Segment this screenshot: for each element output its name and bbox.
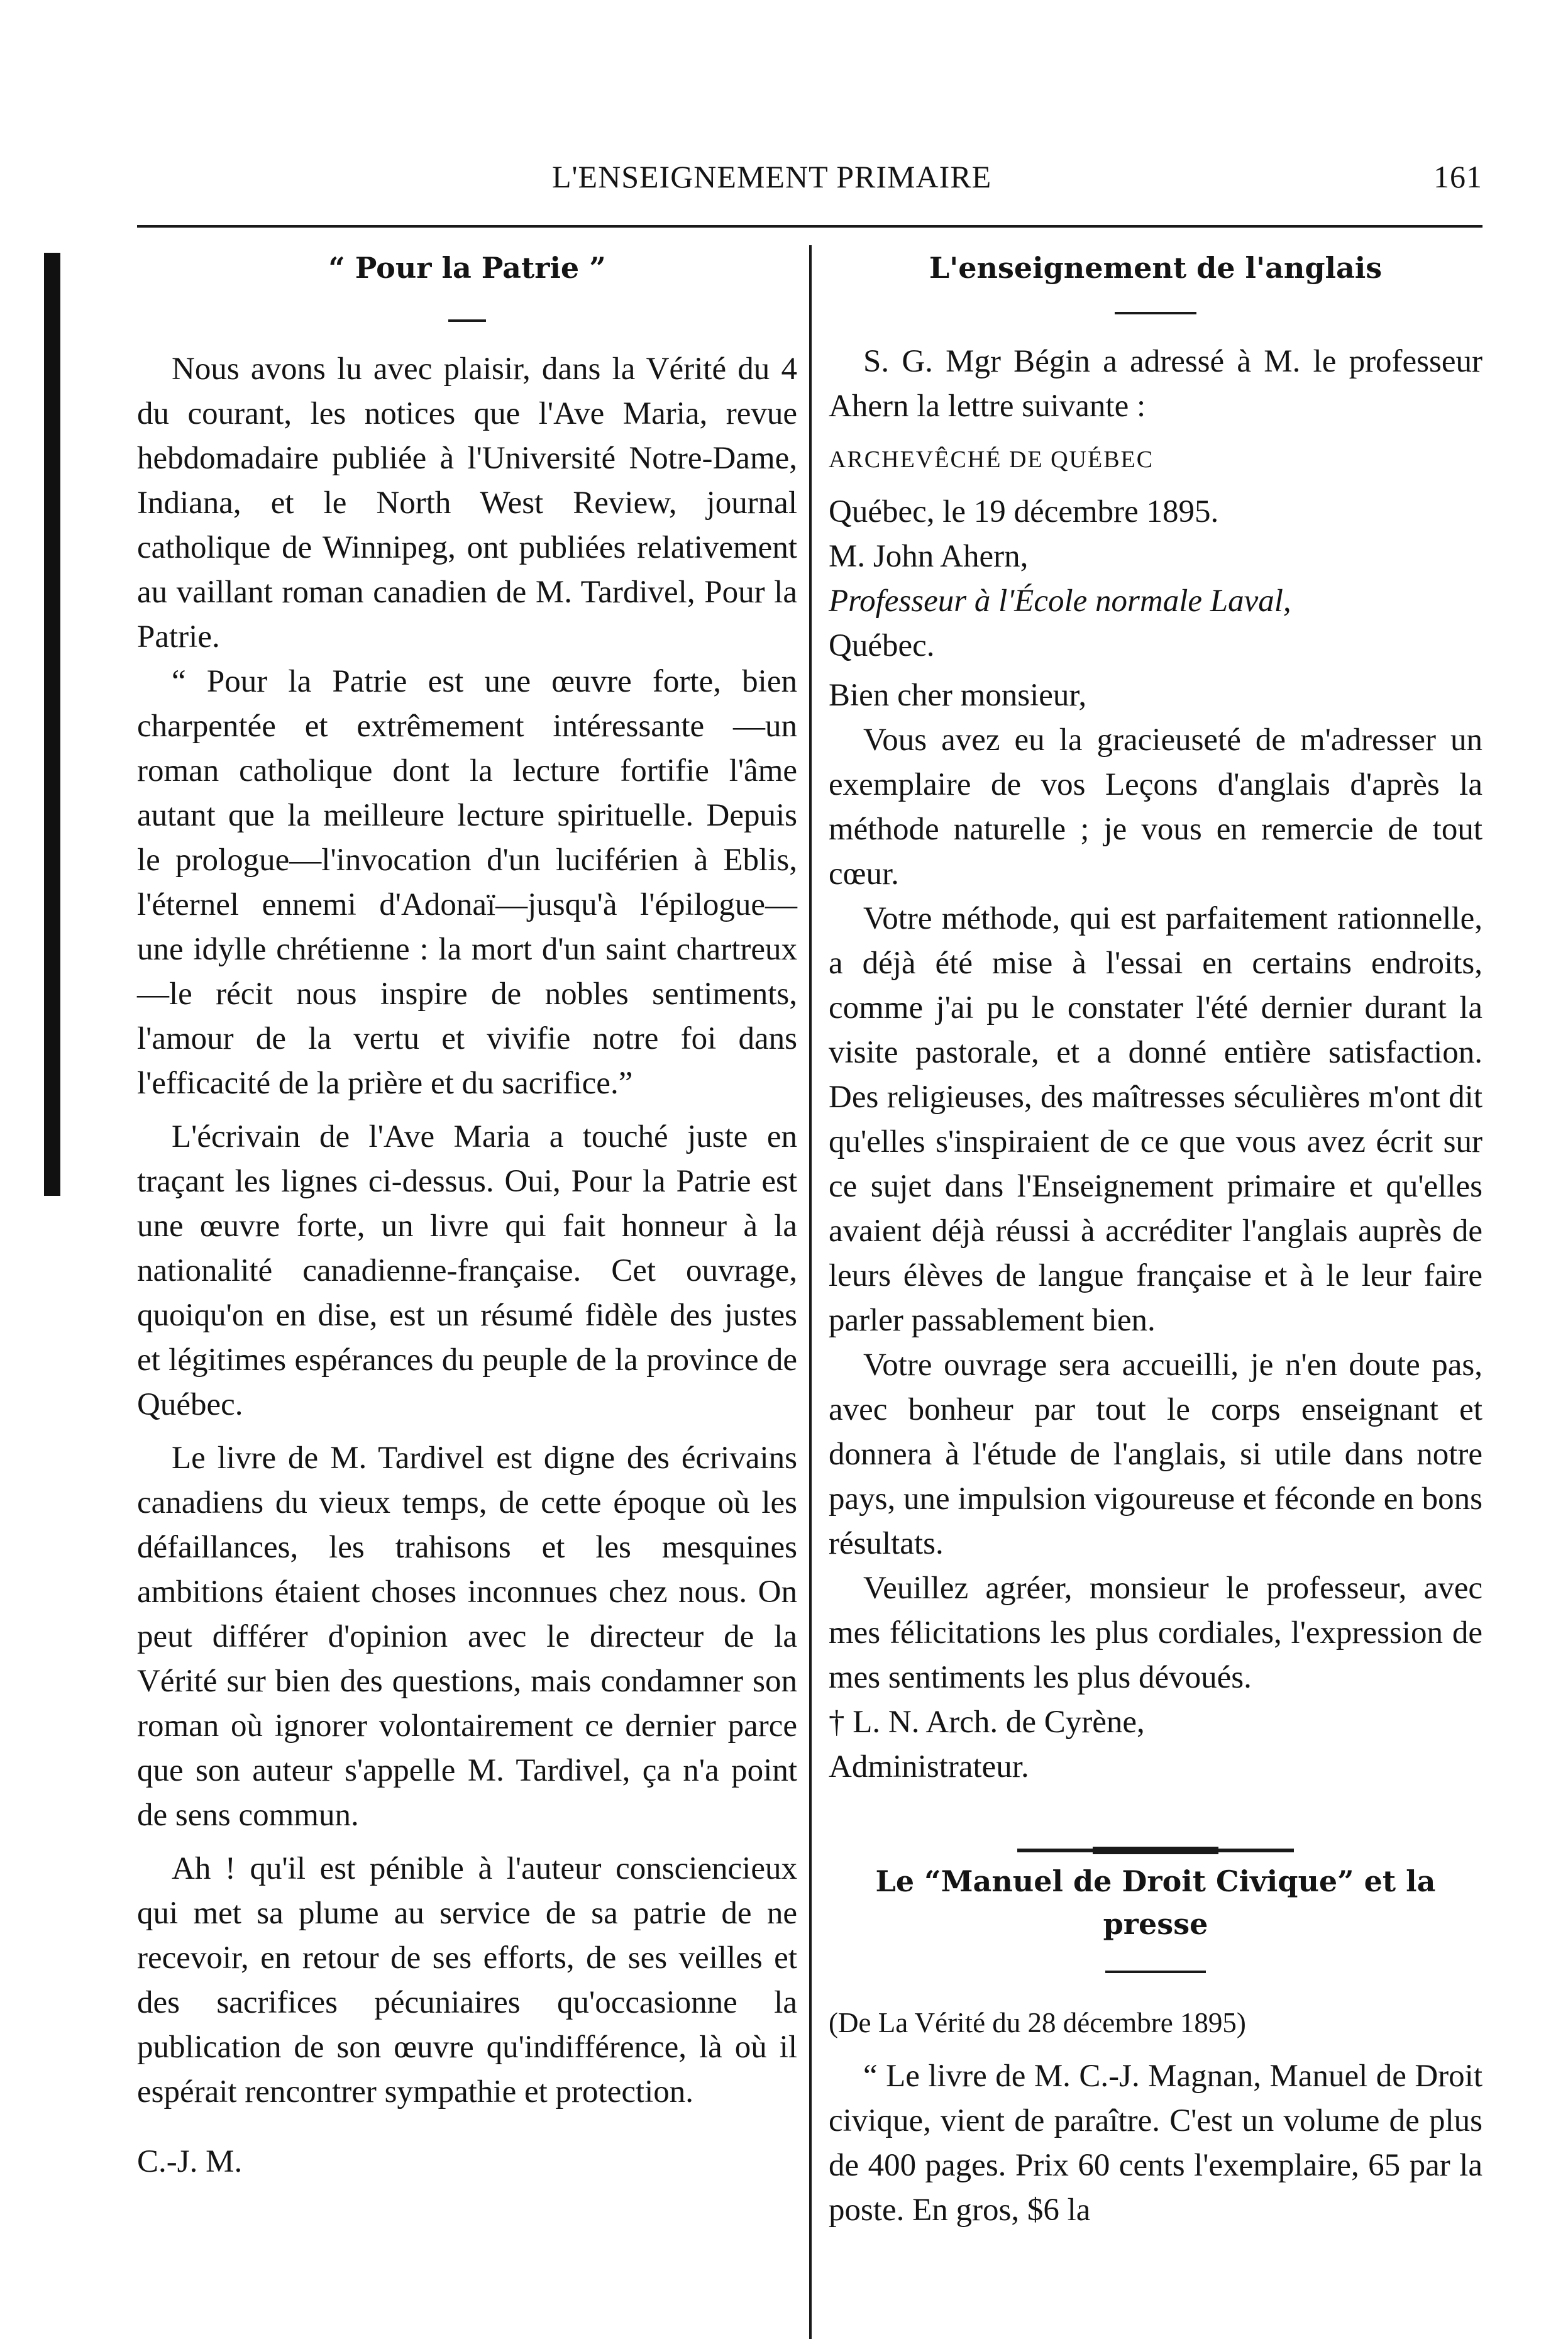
paragraph: S. G. Mgr Bégin a adressé à M. le professeur Ahern la lettre suivante :	[829, 344, 1482, 424]
margin-bar	[44, 253, 60, 1196]
column-divider	[809, 245, 812, 2339]
paragraph: “ Pour la Patrie est une œuvre forte, bien charpentée et extrêmement intéressante —un roman catholique dont la lecture fortifie l'âme autant que la meilleure lecture spirituelle. Depuis le prologue—l'invocation d'un luciférien à Eblis, l'éternel ennemi d'Adonaï—jusqu'à l'épilogue—une idylle chrétienne : la mort d'un saint chartreux—le récit nous inspire de nobles sentiments, l'amour de la vertu et vivifie notre foi dans l'efficacité de la prière et du sacrifice.”	[137, 664, 797, 1101]
letter-addressee: M. John Ahern,	[829, 539, 1029, 574]
left-column	[137, 246, 797, 2184]
right-column	[829, 246, 1482, 2233]
running-title: L'ENSEIGNEMENT PRIMAIRE	[552, 159, 992, 194]
section-ornament	[829, 1822, 1482, 1830]
letterhead: ARCHEVÊCHÉ DE QUÉBEC	[829, 446, 1154, 473]
paragraph: Votre méthode, qui est parfaitement rationnelle, a déjà été mise à l'essai en certains endroits, comme j'ai pu le constater l'été dernier durant la visite pastorale, et a donné entière satisfaction. Des religieuses, des maîtresses séculières m'ont dit qu'elles s'inspiraient de ce que vous avez écrit sur ce sujet dans l'Enseignement primaire et qu'elles avaient déjà réussi à accréditer l'anglais auprès de leurs élèves de langue française et à le leur faire parler passablement bien.	[829, 901, 1482, 1338]
article-title: L'enseignement de l'anglais	[929, 251, 1383, 285]
paragraph: “ Le livre de M. C.-J. Magnan, Manuel de Droit civique, vient de paraître. C'est un volume de plus de 400 pages. Prix 60 cents l'exemplaire, 65 par la poste. En gros, $6 la	[829, 2059, 1482, 2228]
paragraph: L'écrivain de l'Ave Maria a touché juste en traçant les lignes ci-dessus. Oui, Pour la Patrie est une œuvre forte, un livre qui fait honneur à la nationalité canadienne-française. Cet ouvrage, quoiqu'on en dise, est un résumé fidèle des justes et légitimes espérances du peuple de la province de Québec.	[137, 1119, 797, 1422]
title-rule	[1105, 1971, 1206, 1973]
paragraph: Votre ouvrage sera accueilli, je n'en doute pas, avec bonheur par tout le corps enseignant et donnera à l'étude de l'anglais, si utile dans notre pays, une impulsion vigoureuse et féconde en bons résultats.	[829, 1347, 1482, 1561]
paragraph: Nous avons lu avec plaisir, dans la Vérité du 4 du courant, les notices que l'Ave Maria, revue hebdomadaire publiée à l'Université Notre-Dame, Indiana, et le North West Review, journal catholique de Winnipeg, ont publiées relativement au vaillant roman canadien de M. Tardivel, Pour la Patrie.	[137, 351, 797, 655]
paragraph: Veuillez agréer, monsieur le professeur, avec mes félicitations les plus cordiales, l'expression de mes sentiments les plus dévoués.	[829, 1571, 1482, 1695]
source-line: (De La Vérité du 28 décembre 1895)	[829, 2007, 1246, 2038]
addressee-city: Québec.	[829, 628, 935, 663]
article-title: “ Pour la Patrie ”	[328, 251, 606, 285]
paragraph: Vous avez eu la gracieuseté de m'adresser un exemplaire de vos Leçons d'anglais d'après la méthode naturelle ; je vous en remercie de tout cœur.	[829, 722, 1482, 892]
signature: C.-J. M.	[137, 2144, 243, 2179]
running-header	[137, 158, 1482, 209]
paragraph: Ah ! qu'il est pénible à l'auteur consciencieux qui met sa plume au service de sa patrie de ne recevoir, en retour de ses efforts, de ses veilles et des sacrifices pécuniaires qu'occasionne la publication de son œuvre qu'indifférence, là où il espérait rencontrer sympathie et protection.	[137, 1851, 797, 2110]
letter-date: Québec, le 19 décembre 1895.	[829, 494, 1219, 529]
salutation: Bien cher monsieur,	[829, 678, 1087, 713]
ornament-rule	[1017, 1847, 1294, 1854]
signature-role: Administrateur.	[829, 1749, 1029, 1784]
page-number: 161	[1433, 159, 1482, 194]
paragraph: Le livre de M. Tardivel est digne des écrivains canadiens du vieux temps, de cette époque où les défaillances, les trahisons et les mesquines ambitions étaient choses inconnues chez nous. On peut différer d'opinion avec le directeur de la Vérité sur bien des questions, mais condamner son roman où ignorer volontairement ce dernier parce que son auteur s'appelle M. Tardivel, ça n'a point de sens commun.	[137, 1440, 797, 1833]
title-rule	[1115, 312, 1196, 314]
title-rule	[448, 319, 486, 322]
article-title: Le “Manuel de Droit Civique” et la presse	[875, 1864, 1436, 1941]
header-rule	[137, 225, 1482, 228]
signature-name: † L. N. Arch. de Cyrène,	[829, 1705, 1145, 1740]
addressee-title: Professeur à l'École normale Laval,	[829, 583, 1291, 619]
